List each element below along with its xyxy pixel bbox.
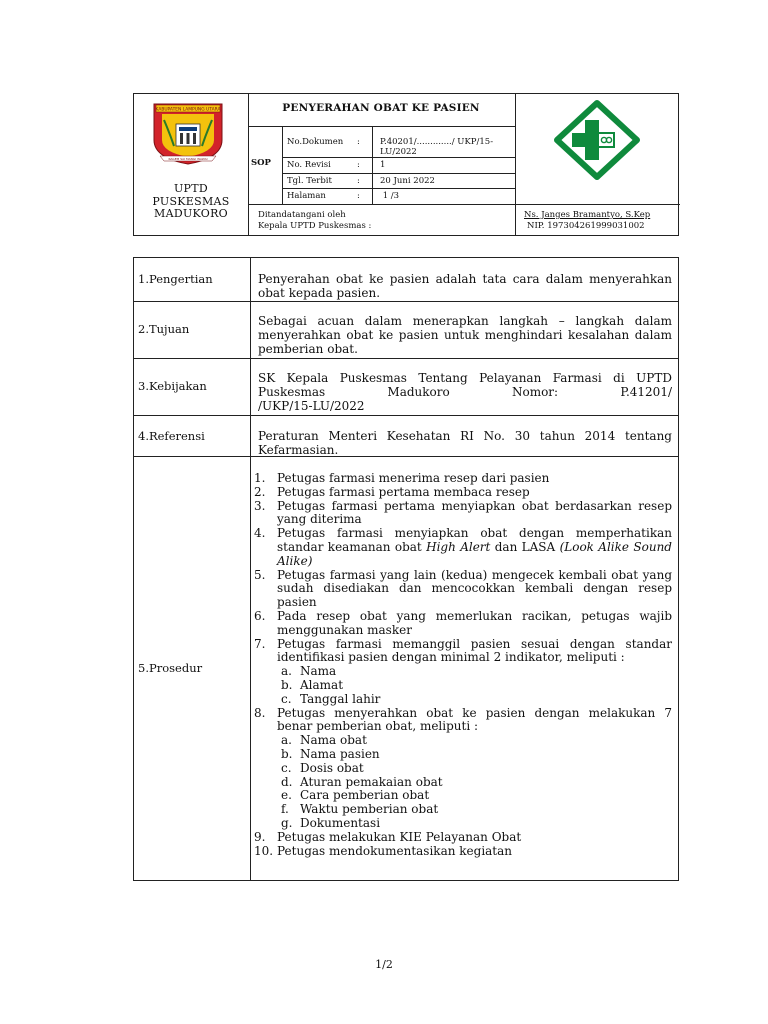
meta-value-revision: 1 <box>380 160 386 170</box>
logo-left-top-text: KABUPATEN LAMPUNG UTARA <box>155 107 221 113</box>
step-text: Petugas melakukan KIE Pelayanan Obat <box>277 829 522 844</box>
sop-content-table <box>133 257 679 881</box>
sop-label: SOP <box>251 158 271 168</box>
step-text: Petugas farmasi menerima resep dari pasien <box>277 471 550 485</box>
step-text: Petugas mendokumentasikan kegiatan <box>277 843 513 858</box>
meta-label-document-no: No.Dokumen <box>287 137 344 147</box>
procedure-step <box>254 472 672 486</box>
section-text-pengertian: Penyerahan obat ke pasien adalah tata cara dalam menyerahkan obat kepada pasien. <box>258 272 672 300</box>
step-number: 8. <box>254 705 266 720</box>
step-number: 9. <box>254 829 266 844</box>
org-line-1: UPTD <box>173 182 209 195</box>
substep-text: Cara pemberian obat <box>300 788 430 803</box>
step-text: Petugas farmasi menyiapkan obat dengan memperhatikan standar keamanan obat <box>277 526 672 554</box>
step-text: Petugas farmasi memanggil pasien sesuai dengan standar identifikasi pasien dengan minimal 2 indikator, meliputi : <box>277 636 672 665</box>
signed-by-block <box>258 210 371 232</box>
section-text-kebijakan <box>258 372 672 413</box>
substep-letter: c. <box>281 760 292 775</box>
section-label-referensi: 4.Referensi <box>138 429 205 443</box>
step-number: 10. <box>254 843 274 858</box>
substep-text: Nama pasien <box>300 746 380 761</box>
substep-text: Waktu pemberian obat <box>300 802 439 817</box>
procedure-substep <box>277 789 672 803</box>
step-text: Petugas farmasi pertama membaca resep <box>277 484 530 499</box>
procedure-step <box>254 707 672 831</box>
meta-value-page: 1 /3 <box>380 191 400 201</box>
step-number: 6. <box>254 608 266 623</box>
step-number: 3. <box>254 498 266 513</box>
procedure-step <box>254 610 672 638</box>
procedure-step <box>254 569 672 610</box>
procedure-substep <box>277 679 672 693</box>
meta-label-revision: No. Revisi <box>287 160 331 170</box>
procedure-substep <box>277 734 672 748</box>
substep-text: Alamat <box>300 677 344 692</box>
signer-name: Ns. Janges Bramantyo, S.Kep <box>524 210 651 220</box>
substep-letter: b. <box>281 677 293 692</box>
substep-letter: g. <box>281 815 293 830</box>
procedure-substep <box>277 762 672 776</box>
step-number: 2. <box>254 484 266 499</box>
procedure-substep <box>277 803 672 817</box>
section-label-kebijakan: 3.Kebijakan <box>138 379 207 393</box>
organization-name <box>134 183 248 221</box>
substep-letter: b. <box>281 746 293 761</box>
meta-colon: : <box>357 160 360 170</box>
meta-colon: : <box>357 137 360 147</box>
procedure-step <box>254 486 672 500</box>
substep-text: Nama obat <box>300 733 367 748</box>
substep-text: Dokumentasi <box>300 815 381 830</box>
org-line-3: MADUKORO <box>154 207 228 220</box>
procedure-substep <box>277 693 672 707</box>
step-number: 4. <box>254 526 266 541</box>
signed-by-line-2: Kepala UPTD Puskesmas : <box>258 221 372 231</box>
step-text: dan LASA <box>490 539 560 554</box>
regency-emblem-logo <box>150 100 226 166</box>
substep-letter: c. <box>281 691 292 706</box>
procedure-substep <box>277 665 672 679</box>
meta-colon: : <box>357 176 360 186</box>
substep-letter: f. <box>281 802 289 817</box>
page-number: 1/2 <box>375 958 393 971</box>
section-text-referensi: Peraturan Menteri Kesehatan RI No. 30 tahun 2014 tentang Kefarmasian. <box>258 429 672 457</box>
procedure-substep <box>277 817 672 831</box>
signer-block <box>524 210 650 232</box>
substep-text: Nama <box>300 664 337 679</box>
org-line-2: PUSKESMAS <box>152 194 230 208</box>
step-text-italic: High Alert <box>426 539 491 554</box>
document-title: PENYERAHAN OBAT KE PASIEN <box>282 102 480 114</box>
procedure-step <box>254 638 672 707</box>
step-number: 1. <box>254 471 266 485</box>
procedure-step <box>254 845 672 859</box>
signed-by-line-1: Ditandatangani oleh <box>258 210 346 220</box>
step-text: Petugas farmasi pertama menyiapkan obat berdasarkan resep yang diterima <box>277 498 672 527</box>
section-label-pengertian: 1.Pengertian <box>138 272 213 286</box>
meta-value-document-no: P.40201/............./ UKP/15-LU/2022 <box>380 137 494 157</box>
meta-value-issue-date: 20 Juni 2022 <box>380 176 435 186</box>
meta-label-page: Halaman <box>287 191 326 201</box>
procedure-substep <box>277 748 672 762</box>
procedure-list <box>254 472 672 858</box>
substep-letter: d. <box>281 774 293 789</box>
substep-letter: a. <box>281 733 292 748</box>
procedure-substep <box>277 776 672 790</box>
section-label-tujuan: 2.Tujuan <box>138 322 190 336</box>
kebijakan-line-2: Puskesmas Madukoro Nomor: P.41201/ <box>258 384 672 399</box>
logo-left-bottom-text: RAGEM SAI MANGI WAWAI <box>168 156 208 161</box>
step-text: Petugas menyerahkan obat ke pasien dengan melakukan 7 benar pemberian obat, meliputi : <box>277 705 672 734</box>
meta-label-issue-date: Tgl. Terbit <box>287 176 332 186</box>
step-number: 5. <box>254 567 266 582</box>
kebijakan-line-1: SK Kepala Puskesmas Tentang Pelayanan Farmasi di UPTD <box>258 371 672 385</box>
step-text-italic: (Look Alike Sound Alike) <box>277 539 672 568</box>
section-label-prosedur: 5.Prosedur <box>138 661 203 675</box>
document-header <box>133 93 679 236</box>
signer-nip: NIP. 197304261999031002 <box>527 221 645 231</box>
procedure-step <box>254 500 672 528</box>
substep-letter: a. <box>281 664 292 679</box>
substep-text: Dosis obat <box>300 760 364 775</box>
substep-text: Aturan pemakaian obat <box>300 774 443 789</box>
section-text-tujuan: Sebagai acuan dalam menerapkan langkah – langkah dalam menyerahkan obat ke pasien untuk menghindari kesalahan dalam pemberian obat. <box>258 314 672 356</box>
substep-letter: e. <box>281 788 292 803</box>
procedure-step <box>254 831 672 845</box>
step-text: Petugas farmasi yang lain (kedua) mengecek kembali obat yang sudah disediakan dan mencocokkan kembali dengan resep pasien <box>277 567 672 610</box>
kebijakan-line-3: /UKP/15-LU/2022 <box>258 398 365 413</box>
puskesmas-logo <box>554 100 640 180</box>
step-text: Pada resep obat yang memerlukan racikan, petugas wajib menggunakan masker <box>277 608 672 637</box>
procedure-step <box>254 527 672 568</box>
meta-colon: : <box>357 191 360 201</box>
substep-text: Tanggal lahir <box>300 691 381 706</box>
step-number: 7. <box>254 636 266 651</box>
